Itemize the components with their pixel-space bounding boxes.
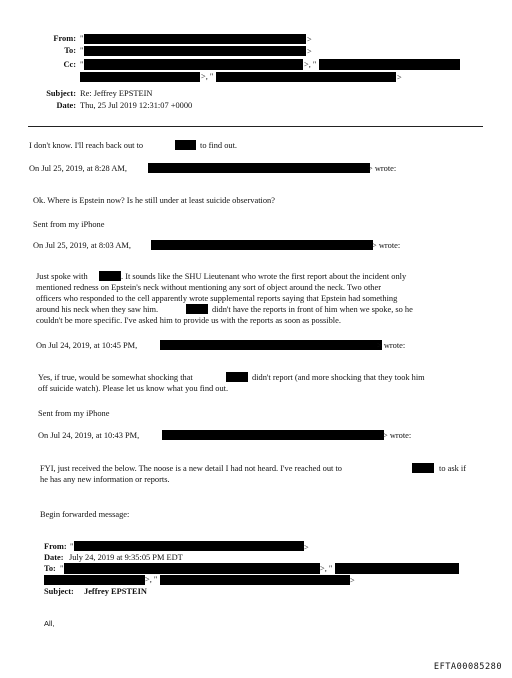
redaction-block: [160, 575, 350, 585]
angle-close: >: [307, 47, 312, 56]
redaction-block: [84, 59, 303, 70]
redaction-block: [99, 271, 121, 281]
body-text: All,: [44, 619, 55, 628]
redaction-block: [319, 59, 460, 70]
attribution-text: On Jul 25, 2019, at 8:03 AM,: [33, 241, 131, 250]
subject-label: Subject:: [46, 89, 76, 98]
redaction-block: [162, 430, 384, 440]
redaction-block: [74, 541, 304, 551]
from-label: From:: [53, 34, 76, 43]
redaction-block: [160, 340, 382, 350]
quote-mark: ": [60, 564, 64, 573]
angle-separator: >, ": [145, 575, 158, 584]
attribution-text: > wrote:: [383, 431, 412, 440]
cc-label: Cc:: [63, 60, 76, 69]
message-text: . It sounds like the SHU Lieutenant who wrote the first report about the incident only: [121, 272, 407, 281]
redaction-block: [64, 563, 320, 574]
redaction-block: [80, 72, 200, 82]
message-text: around his neck when they saw him.: [36, 305, 159, 314]
date-label: Date:: [56, 101, 76, 110]
message-text: off suicide watch). Please let us know what you find out.: [38, 384, 229, 393]
date-label: Date:: [44, 553, 64, 562]
message-text: didn't report (and more shocking that they took him: [252, 373, 425, 382]
message-text: officers who responded to the cell apparently wrote supplemental reports saying that Epstein had something: [36, 294, 398, 303]
quote-mark: ": [80, 34, 84, 43]
subject-label: Subject:: [44, 587, 74, 596]
to-label: To:: [64, 46, 76, 55]
quote-mark: ": [80, 60, 84, 69]
redaction-block: [44, 575, 145, 585]
redaction-block: [175, 140, 196, 150]
redaction-block: [151, 240, 373, 250]
to-label: To:: [44, 564, 56, 573]
date-text: Thu, 25 Jul 2019 12:31:07 +0000: [80, 101, 193, 110]
message-text: Ok. Where is Epstein now? Is he still under at least suicide observation?: [33, 196, 275, 205]
attribution-text: > wrote:: [368, 164, 397, 173]
forward-intro: Begin forwarded message:: [40, 510, 130, 519]
header-divider: [28, 126, 483, 127]
message-text: didn't have the reports in front of him when we spoke, so he: [212, 305, 413, 314]
angle-close: >: [304, 543, 309, 552]
message-text: mentioned redness on Epstein's neck without mentioning any sort of object around the neck. Two other: [36, 283, 381, 292]
quote-mark: ": [70, 542, 74, 551]
angle-separator: >, ": [304, 60, 317, 69]
attribution-text: On Jul 24, 2019, at 10:45 PM,: [36, 341, 138, 350]
message-text: to find out.: [200, 141, 237, 150]
from-label: From:: [44, 542, 67, 551]
message-text: couldn't be more specific. I've asked him to provide us with the reports as soon as possible.: [36, 316, 341, 325]
attribution-text: On Jul 25, 2019, at 8:28 AM,: [29, 164, 127, 173]
sent-from: Sent from my iPhone: [33, 220, 105, 229]
date-text: July 24, 2019 at 9:35:05 PM EDT: [69, 553, 183, 562]
redaction-block: [226, 372, 248, 382]
angle-close: >: [307, 35, 312, 44]
attribution-text: > wrote:: [377, 341, 406, 350]
angle-separator: >, ": [320, 564, 333, 573]
message-text: Yes, if true, would be somewhat shocking that: [38, 373, 193, 382]
attribution-text: > wrote:: [372, 241, 401, 250]
message-text: FYI, just received the below. The noose is a new detail I had not heard. I've reached out to: [40, 464, 342, 473]
attribution-text: On Jul 24, 2019, at 10:43 PM,: [38, 431, 140, 440]
angle-close: >: [397, 73, 402, 82]
redaction-block: [148, 163, 370, 173]
message-text: I don't know. I'll reach back out to: [29, 141, 144, 150]
redaction-block: [84, 34, 306, 44]
quote-mark: ": [80, 46, 84, 55]
bates-number: EFTA00085280: [433, 662, 502, 672]
subject-text: Jeffrey EPSTEIN: [84, 587, 147, 596]
subject-text: Re: Jeffrey EPSTEIN: [80, 89, 153, 98]
message-text: to ask if: [439, 464, 466, 473]
redaction-block: [335, 563, 459, 574]
redaction-block: [186, 304, 208, 314]
angle-separator: >, ": [201, 72, 214, 81]
message-text: he has any new information or reports.: [40, 475, 170, 484]
angle-close: >: [350, 576, 355, 585]
redaction-block: [216, 72, 396, 82]
message-text: Just spoke with: [36, 272, 88, 281]
redaction-block: [412, 463, 434, 473]
sent-from: Sent from my iPhone: [38, 409, 110, 418]
redaction-block: [84, 46, 306, 56]
